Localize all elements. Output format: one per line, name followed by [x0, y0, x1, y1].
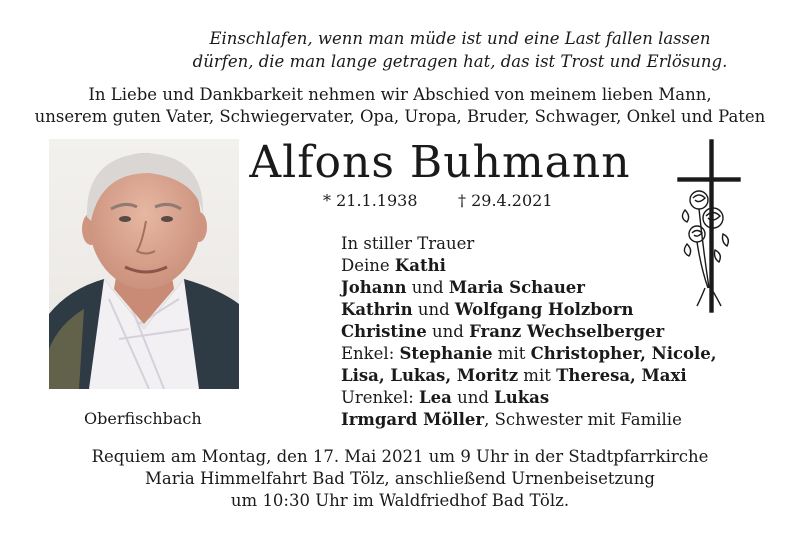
mourner-line: Kathrin und Wolfgang Holzborn [341, 300, 634, 319]
service-line-1: Requiem am Montag, den 17. Mai 2021 um 9 Uhr in der Stadtpfarrkirche [91, 447, 709, 466]
mourner-line: Urenkel: Lea und Lukas [341, 388, 550, 407]
epitaph-quote [140, 27, 780, 73]
portrait-photo [49, 139, 239, 389]
service-details [10, 446, 790, 512]
service-line-3: um 10:30 Uhr im Waldfriedhof Bad Tölz. [230, 491, 570, 510]
mourner-line: Deine Kathi [341, 256, 446, 275]
mourner-line: Johann und Maria Schauer [341, 278, 586, 297]
birth-date: * 21.1.1938 [323, 191, 418, 210]
death-date: † 29.4.2021 [458, 191, 553, 210]
intro-text [10, 84, 790, 128]
mourner-line: Irmgard Möller, Schwester mit Familie [341, 410, 682, 429]
mourners-list [341, 233, 717, 431]
cross-with-roses-icon [675, 138, 745, 318]
intro-line-2: unserem guten Vater, Schwiegervater, Opa, Uropa, Bruder, Schwager, Onkel und Paten [34, 107, 766, 126]
quote-line-2: dürfen, die man lange getragen hat, das ist Trost und Erlösung. [192, 52, 728, 71]
deceased-name: Alfons Buhmann [249, 137, 631, 188]
mourner-line: Lisa, Lukas, Moritz mit Theresa, Maxi [341, 366, 687, 385]
mourner-line: Enkel: Stephanie mit Christopher, Nicole, [341, 344, 717, 363]
mourner-line: Christine und Franz Wechselberger [341, 322, 665, 341]
service-line-2: Maria Himmelfahrt Bad Tölz, anschließend Urnenbeisetzung [145, 469, 655, 488]
mourners-heading: In stiller Trauer [341, 234, 475, 253]
intro-line-1: In Liebe und Dankbarkeit nehmen wir Abschied von meinem lieben Mann, [88, 85, 712, 104]
quote-line-1: Einschlafen, wenn man müde ist und eine Last fallen lassen [209, 29, 711, 48]
place-name: Oberfischbach [84, 409, 202, 428]
